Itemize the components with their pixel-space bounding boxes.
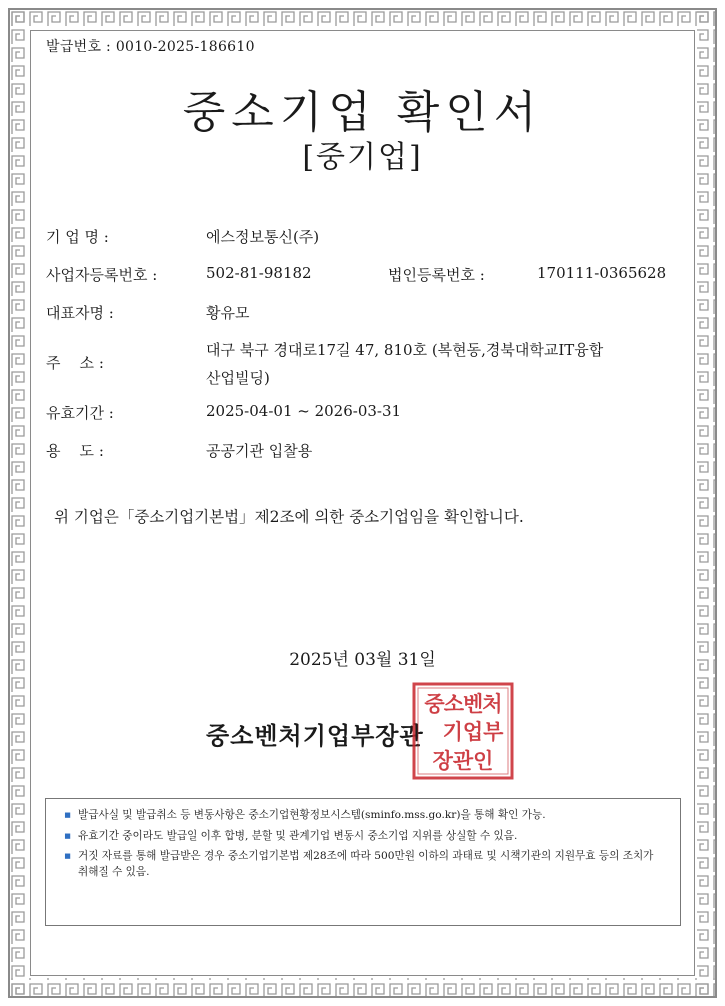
validity-label: 유효기간 :: [46, 404, 114, 422]
document-title: 중소기업 확인서: [182, 87, 543, 138]
address-label: 주 소 :: [46, 354, 104, 372]
business-reg-value: 502-81-98182: [206, 264, 312, 282]
document-subtitle: [중기업]: [302, 140, 423, 175]
notes-box: [45, 798, 681, 926]
corp-reg-value: 170111-0365628: [537, 264, 667, 282]
company-name-value: 에스정보통신(주): [206, 228, 320, 246]
note-item: [64, 808, 666, 824]
company-name-label: 기 업 명 :: [46, 228, 109, 246]
address-line1: 대구 북구 경대로17길 47, 810호 (복현동,경북대학교IT융합: [206, 341, 604, 359]
bullet-icon: ▪: [64, 829, 72, 842]
issue-date: 2025년 03월 31일: [289, 650, 436, 670]
issue-number: 발급번호 : 0010-2025-186610: [46, 39, 255, 55]
validity-value: 2025-04-01 ~ 2026-03-31: [206, 402, 402, 420]
confirmation-statement: 위 기업은「중소기업기본법」제2조에 의한 중소기업임을 확인합니다.: [54, 508, 524, 526]
bullet-icon: ▪: [64, 809, 72, 821]
seal-line-2: 기업부: [442, 720, 504, 744]
bullet-icon: ▪: [64, 850, 72, 862]
business-reg-label: 사업자등록번호 :: [46, 266, 158, 284]
note-text: 발급사실 및 발급취소 등 변동사항은 중소기업현황정보시스템(sminfo.mss.go.kr)을 통해 확인 가능.: [78, 809, 546, 821]
purpose-label: 용 도 :: [46, 442, 104, 460]
seal-line-1: 중소벤처: [424, 692, 502, 716]
purpose-value: 공공기관 입찰용: [206, 442, 313, 460]
corp-reg-label: 법인등록번호 :: [388, 266, 485, 284]
representative-value: 황유모: [206, 304, 250, 322]
note-text: 유효기간 중이라도 발급일 이후 합병, 분할 및 관계기업 변동시 중소기업 지위를 상실할 수 있음.: [78, 829, 518, 842]
seal-line-3: 장관인: [432, 749, 494, 773]
note-item: [64, 849, 666, 880]
official-seal: [411, 681, 515, 781]
issuer-name: 중소벤처기업부장관: [206, 722, 424, 750]
address-line2: 산업빌딩): [206, 369, 270, 387]
note-item: [64, 829, 666, 845]
note-text: 거짓 자료를 통해 발급받은 경우 중소기업기본법 제28조에 따라 500만원 이하의 과태료 및 시책기관의 지원무효 등의 조치가 취해질 수 있음.: [78, 850, 654, 878]
representative-label: 대표자명 :: [46, 304, 114, 322]
